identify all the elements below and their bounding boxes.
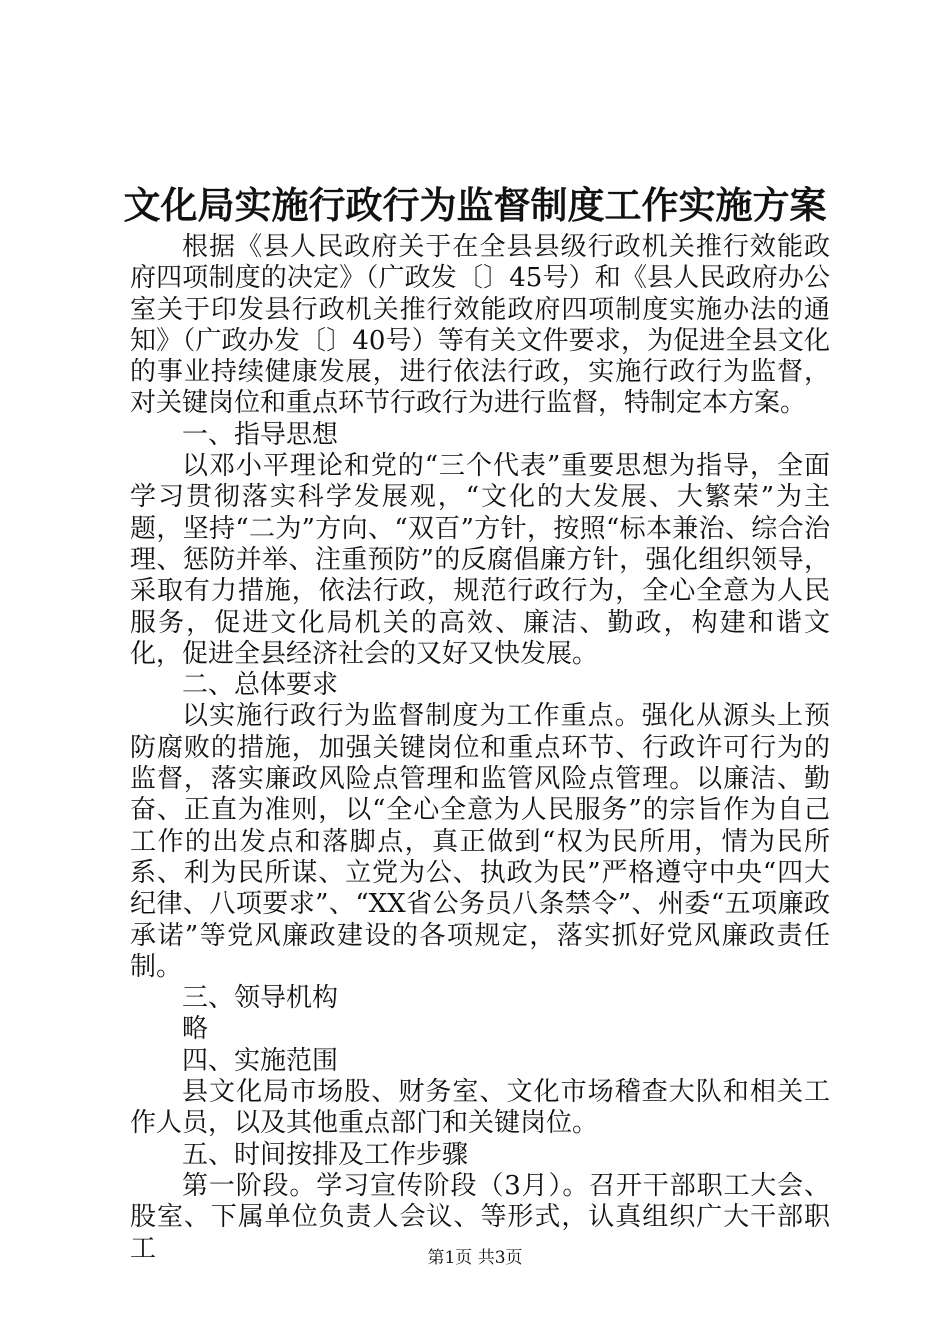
section-heading-5: 五、时间按排及工作步骤 (182, 1139, 469, 1170)
section-heading-2: 二、总体要求 (182, 670, 339, 701)
section-paragraph-3: 略 (182, 1014, 209, 1045)
document-body (130, 232, 830, 1265)
section-paragraph-1: 以邓小平理论和党的“三个代表”重要思想为指导，全面学习贯彻落实科学发展观，“文化的大发展、大繁荣”为主题，坚持“二为”方向、“双百”方针，按照“标本兼治、综合治理、惩防并举、注重预防”的反腐倡廉方针，强化组织领导，采取有力措施，依法行政，规范行政行为，全心全意为人民服务，促进文化局机关的高效、廉洁、勤政，构建和谐文化，促进全县经济社会的又好又快发展。 (130, 451, 830, 669)
section-heading-4: 四、实施范围 (182, 1045, 339, 1076)
section-paragraph-4: 县文化局市场股、财务室、文化市场稽查大队和相关工作人员，以及其他重点部门和关键岗位。 (130, 1077, 830, 1139)
intro-paragraph: 根据《县人民政府关于在全县县级行政机关推行效能政府四项制度的决定》（广政发〔〕45号）和《县人民政府办公室关于印发县行政机关推行效能政府四项制度实施办法的通知》（广政办发〔〕40号）等有关文件要求，为促进全县文化的事业持续健康发展，进行依法行政，实施行政行为监督，对关键岗位和重点环节行政行为进行监督，特制定本方案。 (130, 232, 830, 419)
section-paragraph-5: 第一阶段。学习宣传阶段（3月）。召开干部职工大会、股室、下属单位负责人会议、等形式，认真组织广大干部职工 (130, 1170, 830, 1264)
document-title: 文化局实施行政行为监督制度工作实施方案 (123, 183, 827, 227)
page-footer: 第1页 共3页 (427, 1248, 523, 1268)
section-heading-3: 三、领导机构 (182, 983, 339, 1014)
section-heading-1: 一、指导思想 (182, 419, 339, 450)
section-paragraph-2: 以实施行政行为监督制度为工作重点。强化从源头上预防腐败的措施，加强关键岗位和重点环节、行政许可行为的监督，落实廉政风险点管理和监管风险点管理。以廉洁、勤奋、正直为准则，以“全心全意为人民服务”的宗旨作为自己工作的出发点和落脚点，真正做到“权为民所用，情为民所系、利为民所谋、立党为公、执政为民”严格遵守中央“四大纪律、八项要求”、“XX省公务员八条禁令”、州委“五项廉政承诺”等党风廉政建设的各项规定，落实抓好党风廉政责任制。 (130, 701, 830, 982)
